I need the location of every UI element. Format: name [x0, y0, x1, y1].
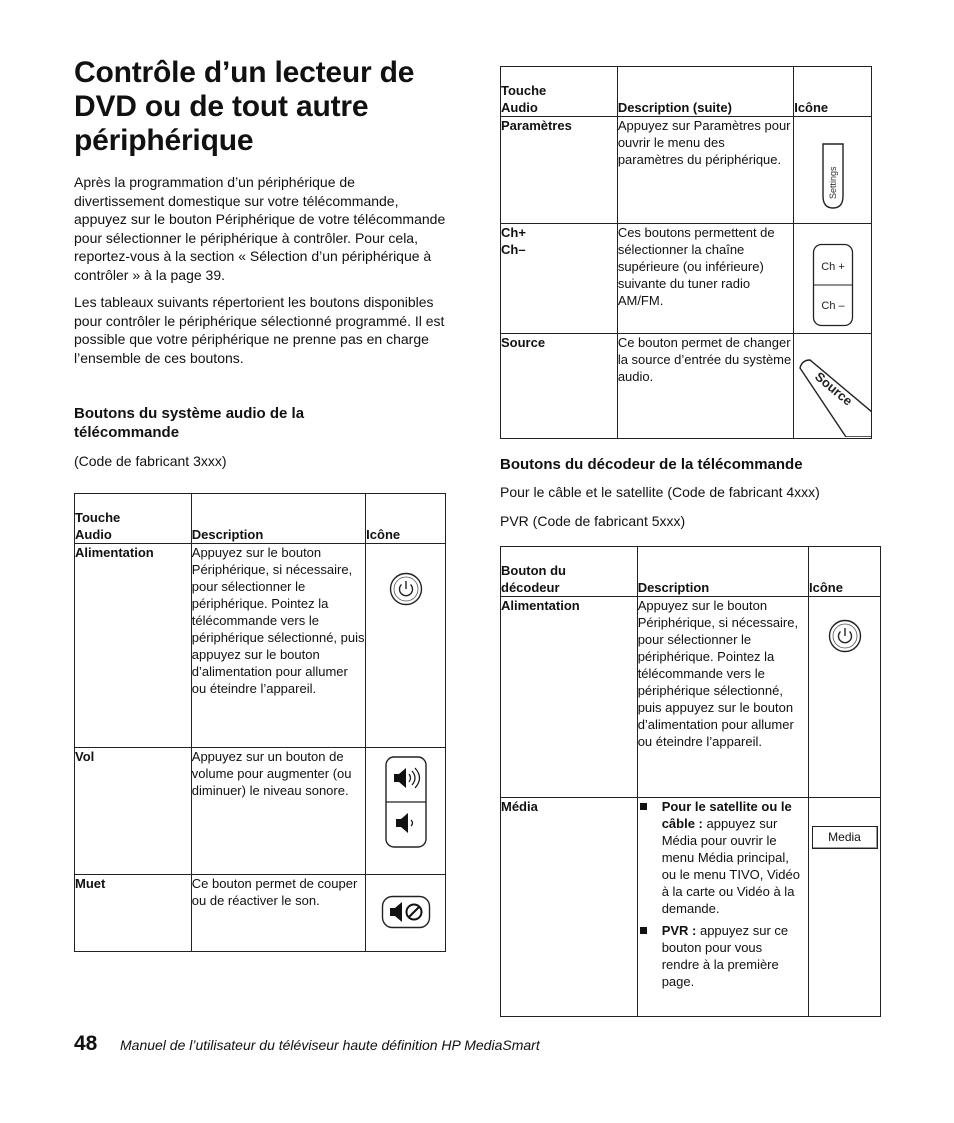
row-description: Appuyez sur le bouton Périphérique, si nécessaire, pour sélectionner le périphérique. Pointez la télécommande vers le périphérique sélectionné, puis appuyez sur le bouton d’alimentation pour allumer ou éteindre l’appareil.	[637, 597, 808, 798]
bullet-strong: Pour le satellite ou le câble :	[661, 799, 792, 831]
table-row	[75, 875, 446, 952]
decoder-buttons-table	[500, 546, 881, 1017]
table-row	[501, 798, 881, 1017]
source-icon	[794, 334, 871, 437]
channel-down-label: Ch –	[820, 300, 845, 312]
audio-section-heading: Boutons du système audio de la télécommande	[74, 405, 305, 441]
row-key: Média	[501, 798, 638, 1017]
channel-up-label: Ch +	[820, 261, 845, 273]
decoder-note-cable: Pour le câble et le satellite (Code de fabricant 4xxx)	[500, 484, 820, 500]
col-header-icon: Icône	[809, 547, 881, 597]
list-item	[638, 798, 802, 917]
table-row	[501, 597, 881, 798]
page-title: Contrôle d’un lecteur de DVD ou de tout autre périphérique	[74, 56, 415, 157]
row-key: Alimentation	[75, 544, 192, 748]
row-description: Ce bouton permet de couper ou de réactiver le son.	[191, 875, 365, 952]
row-key: Alimentation	[501, 597, 638, 798]
table-row	[501, 334, 872, 439]
col-header-key: Touche Audio	[501, 67, 618, 117]
col-header-description: Description (suite)	[617, 67, 793, 117]
list-item	[638, 922, 802, 990]
col-header-description: Description	[637, 547, 808, 597]
col-header-key: Touche Audio	[75, 494, 192, 544]
table-row	[75, 748, 446, 875]
col-header-key: Bouton du décodeur	[501, 547, 638, 597]
media-button	[812, 826, 878, 849]
mute-icon	[381, 895, 431, 929]
settings-icon	[820, 141, 846, 211]
intro-paragraph-2: Les tableaux suivants répertorient les boutons disponibles pour contrôler le périphérique sélectionné programmé. Il est possible que votre périphérique ne prenne pas en charge l’ensemble de ces boutons.	[74, 294, 445, 366]
channel-icon	[812, 243, 854, 327]
volume-icon	[384, 755, 428, 849]
row-key: Muet	[75, 875, 192, 952]
row-description: Ce bouton permet de changer la source d’entrée du système audio.	[617, 334, 793, 439]
power-icon	[828, 619, 862, 653]
page-number: 48	[74, 1032, 98, 1055]
settings-icon-label: Settings	[827, 166, 838, 199]
col-header-description: Description	[191, 494, 365, 544]
audio-section-note: (Code de fabricant 3xxx)	[74, 453, 227, 469]
bullet-text: appuyez sur ce bouton pour vous rendre à la première page.	[661, 923, 789, 989]
row-key: Ch+ Ch–	[501, 224, 618, 334]
row-description: Ces boutons permettent de sélectionner la chaîne supérieure (ou inférieure) suivante du tuner radio AM/FM.	[617, 224, 793, 334]
power-icon	[389, 572, 423, 606]
col-header-icon: Icône	[794, 67, 872, 117]
footer-text: Manuel de l’utilisateur du téléviseur haute définition HP MediaSmart	[120, 1037, 540, 1053]
intro-paragraph-1: Après la programmation d’un périphérique de divertissement domestique sur votre télécommande, appuyez sur le bouton Périphérique de votre télécommande pour sélectionner le périphérique à contrôler. Pour cela, reportez-vous à la section « Sélection d’un périphérique à contrôler » à la page 39.	[74, 174, 446, 283]
decoder-note-pvr: PVR (Code de fabricant 5xxx)	[500, 513, 686, 529]
audio-buttons-table-continued	[500, 66, 872, 439]
source-icon-label: Source	[812, 368, 856, 409]
table-row	[501, 117, 872, 224]
table-row	[75, 544, 446, 748]
bullet-strong: PVR :	[661, 923, 697, 938]
decoder-section-heading: Boutons du décodeur de la télécommande	[500, 456, 803, 473]
col-header-icon: Icône	[366, 494, 446, 544]
row-description: Appuyez sur le bouton Périphérique, si nécessaire, pour sélectionner le périphérique. Pointez la télécommande vers le périphérique sélectionné, puis appuyez sur le bouton d’alimentation pour allumer ou éteindre l’appareil.	[191, 544, 365, 748]
bullet-text: appuyez sur Média pour ouvrir le menu Média principal, ou le menu TIVO, Vidéo à la carte ou Vidéo à la demande.	[661, 816, 800, 916]
row-description: Appuyez sur Paramètres pour ouvrir le menu des paramètres du périphérique.	[617, 117, 793, 224]
table-row	[501, 224, 872, 334]
row-key: Paramètres	[501, 117, 618, 224]
row-key: Source	[501, 334, 618, 439]
row-description: Appuyez sur un bouton de volume pour augmenter (ou diminuer) le niveau sonore.	[191, 748, 365, 875]
row-description	[637, 798, 808, 1017]
media-button-label: Media	[828, 830, 861, 844]
intro	[74, 173, 446, 367]
row-key: Vol	[75, 748, 192, 875]
audio-buttons-table	[74, 493, 446, 952]
